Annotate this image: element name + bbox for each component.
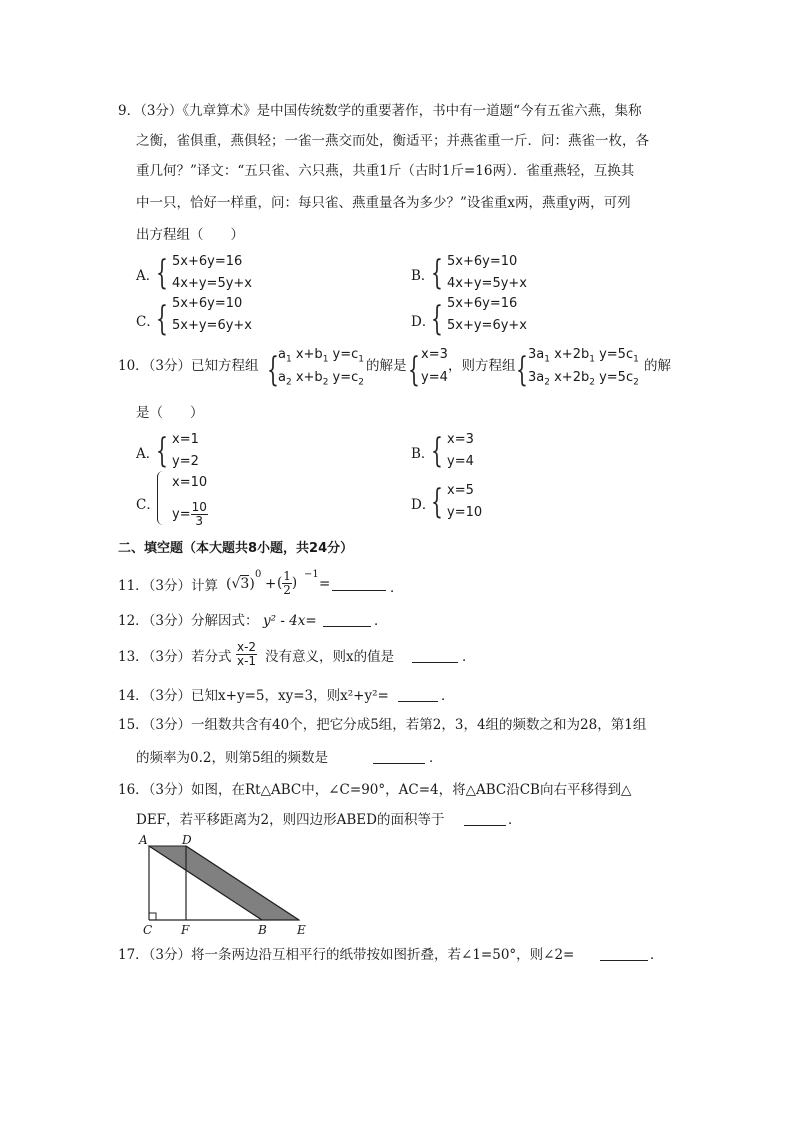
label-a: A [139,833,148,847]
translation-diagram [136,834,316,940]
q16-line1: 16．（3分）如图，在Rt△ABC中，∠C=90°，AC=4，将△ABC沿CB向右平移得到△ [118,782,632,798]
q16-figure [136,834,316,940]
right-angle-mark [149,913,156,920]
q9-line5: 出方程组（ ） [136,227,244,243]
q9-line3: 重几何？”译文：“五只雀、六只燕，共重1斤（古时1斤=16两）．雀重燕轻，互换其 [136,163,635,179]
q15-line1: 15．（3分）一组数共含有40个，把它分成5组，若第2，3，4组的频数之和为28，第1组 [118,717,647,733]
label-f: F [181,923,190,937]
q10-line2: 是（ ） [136,405,204,421]
q9-line4: 中一只，恰好一样重，问：每只雀、燕重量各为多少？”设雀重x两，燕重y两，可列 [136,195,631,211]
label-b: B [258,923,267,937]
q10-stem: 10．（3分）已知方程组 { $a_1$ $x+b_1$ $y=c_1$ $a_2$ $x+b_2$ $y=c_2$ 的解是 { x=3 y=4 ，则方程组 { $3a_1$ $x+2b_1$ $y=5c_1$ $3a_2$ $x+2b_2$ $y=5c_2$ 的解 [118,347,671,390]
section-2-title: 二、填空题（本大题共8小题，共24分） [118,541,354,556]
q9-line2: 之衡，雀俱重，燕俱轻；一雀一燕交而处，衡适平；并燕雀重一斤．问：燕雀一枚，各 [136,133,649,149]
shaded-region-abed [149,846,299,920]
label-e: E [297,923,306,937]
q9-line1: 9．（3分）《九章算术》是中国传统数学的重要著作，书中有一道题“今有五雀六燕，集称 [118,103,642,119]
label-d: D [182,833,192,847]
segment-ab [149,846,262,920]
label-c: C [143,923,153,937]
segment-de [186,846,299,920]
